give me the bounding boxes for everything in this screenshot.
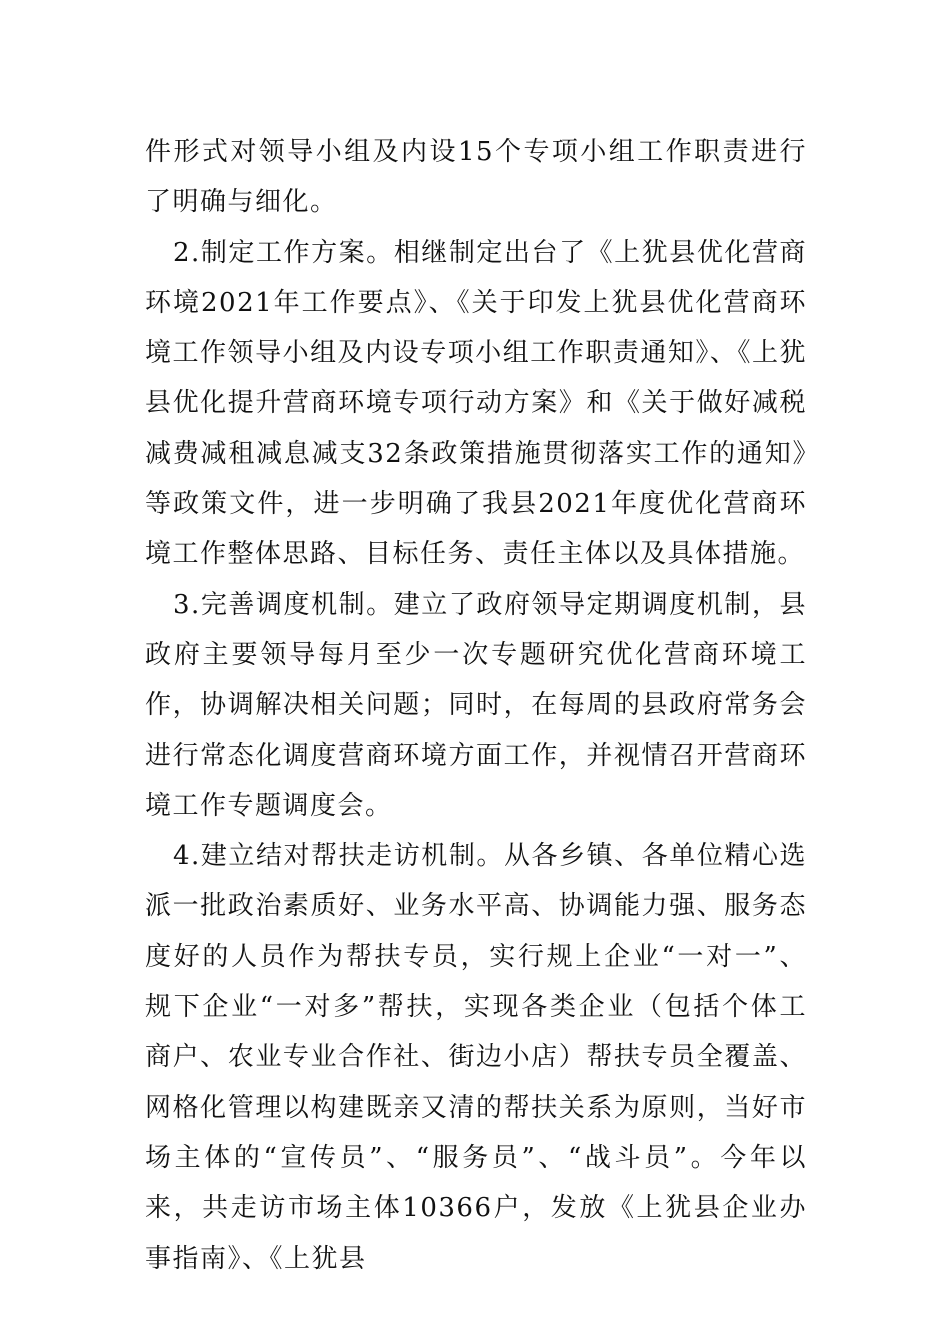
paragraph-work-plan: 2.制定工作方案。相继制定出台了《上犹县优化营商环境2021年工作要点》、《关于印发上犹县优化营商环境工作领导小组及内设专项小组工作职责通知》、《上犹县优化提升营商环境专项行动方案》和《关于做好减税减费减租减息减支32条政策措施贯彻落实工作的通知》等政策文件，进一步明确了我县2021年度优化营商环境工作整体思路、目标任务、责任主体以及具体措施。 — [145, 237, 807, 570]
paragraph-assistance-visits: 4.建立结对帮扶走访机制。从各乡镇、各单位精心选派一批政治素质好、业务水平高、协调能力强、服务态度好的人员作为帮扶专员，实行规上企业“一对一”、规下企业“一对多”帮扶，实现各类企业（包括个体工商户、农业专业合作社、街边小店）帮扶专员全覆盖、网格化管理以构建既亲又清的帮扶关系为原则，当好市场主体的“宣传员”、“服务员”、“战斗员”。今年以来，共走访市场主体10366户，发放《上犹县企业办事指南》、《上犹县 — [145, 841, 807, 1274]
paragraph-continuation: 件形式对领导小组及内设15个专项小组工作职责进行了明确与细化。 — [145, 137, 807, 218]
document-body — [145, 127, 807, 1284]
paragraph-scheduling-mechanism: 3.完善调度机制。建立了政府领导定期调度机制，县政府主要领导每月至少一次专题研究优化营商环境工作，协调解决相关问题；同时，在每周的县政府常务会进行常态化调度营商环境方面工作，并视情召开营商环境工作专题调度会。 — [145, 589, 807, 821]
